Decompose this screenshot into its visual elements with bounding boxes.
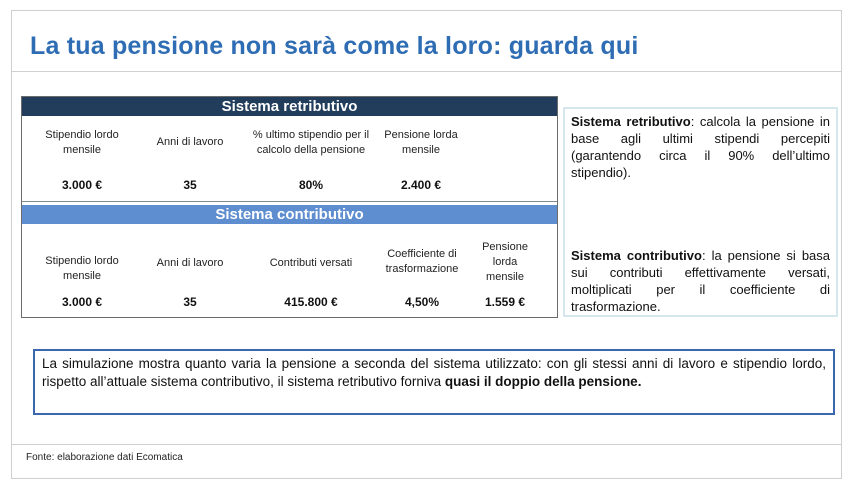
title-divider (12, 71, 841, 72)
retributivo-definition (571, 113, 830, 181)
contributivo-definition (571, 247, 830, 315)
retributivo-header: Sistema retributivo (22, 97, 557, 116)
definitions-box (563, 107, 838, 317)
retributivo-val-percentuale: 80% (298, 178, 324, 192)
contributivo-val-coefficiente: 4,50% (404, 295, 440, 309)
summary-note (33, 349, 835, 415)
page-title: La tua pensione non sarà come la loro: guarda qui (30, 32, 639, 60)
contributivo-col-anni: Anni di lavoro (156, 257, 224, 269)
contributivo-val-pensione: 1.559 € (484, 295, 526, 309)
contributivo-col-stipendio: Stipendio lordo mensile (45, 255, 119, 282)
section-divider (22, 201, 557, 202)
contributivo-col-contributi: Contributi versati (269, 257, 353, 269)
contributivo-col-coefficiente: Coefficiente di trasformazione (385, 248, 459, 275)
retributivo-col-stipendio: Stipendio lordo mensile (45, 129, 119, 156)
retributivo-val-pensione: 2.400 € (400, 178, 442, 192)
summary-highlight: quasi il doppio della pensione. (444, 374, 642, 389)
retributivo-col-anni: Anni di lavoro (156, 136, 224, 148)
contributivo-val-contributi: 415.800 € (284, 295, 338, 309)
contributivo-description: : la pensione si basa sui contributi effettivamente versati, moltiplicati per il coefficiente di trasformazione. (571, 248, 831, 314)
summary-text (42, 355, 826, 391)
slide (11, 10, 842, 479)
contributivo-col-pensione: Pensione lorda mensile (482, 241, 528, 283)
contributivo-header: Sistema contributivo (22, 205, 557, 224)
contributivo-val-anni: 35 (183, 295, 197, 309)
source-note: Fonte: elaborazione dati Ecomatica (26, 452, 183, 463)
retributivo-term: Sistema retributivo (571, 114, 691, 129)
retributivo-col-percentuale: % ultimo stipendio per il calcolo della pensione (252, 129, 370, 156)
retributivo-description: : calcola la pensione in base agli ultimi stipendi percepiti (garantendo circa il 90% dell’ultimo stipendio). (571, 114, 830, 180)
retributivo-col-pensione: Pensione lorda mensile (384, 129, 458, 156)
footer-divider (12, 444, 841, 445)
comparison-table (21, 96, 558, 318)
summary-body: La simulazione mostra quanto varia la pensione a seconda del sistema utilizzato: con gli stessi anni di lavoro e stipendio lordo, rispetto all’attuale sistema contributivo, il sistema retributivo forniva (42, 356, 826, 389)
retributivo-val-stipendio: 3.000 € (61, 178, 103, 192)
contributivo-val-stipendio: 3.000 € (61, 295, 103, 309)
contributivo-term: Sistema contributivo (571, 248, 702, 263)
retributivo-val-anni: 35 (183, 178, 197, 192)
